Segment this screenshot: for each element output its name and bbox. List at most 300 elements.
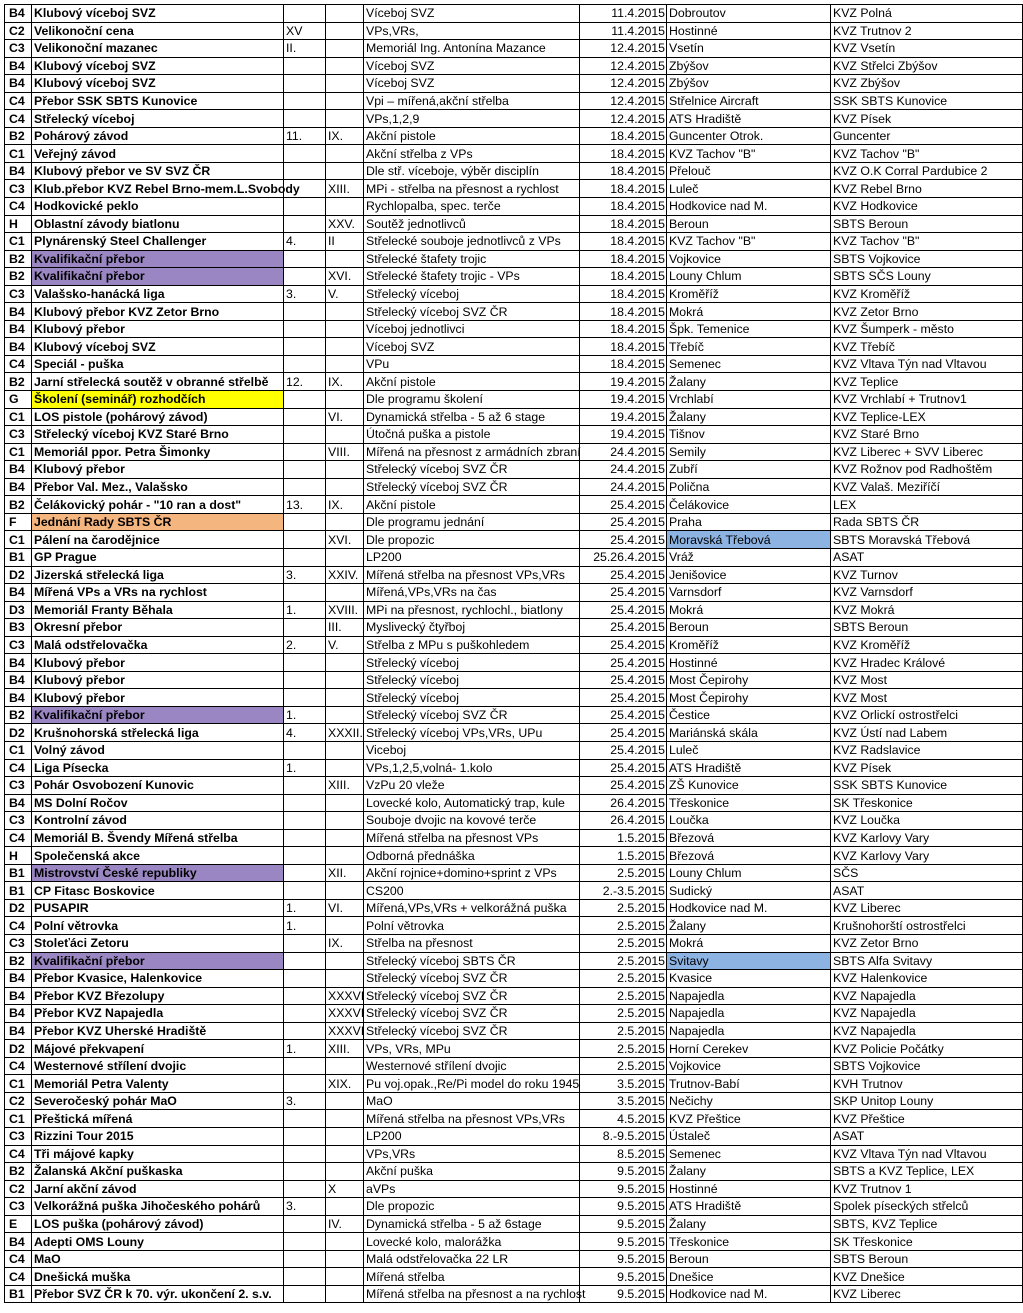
organizer-cell: KVZ Vltava Týn nad Vltavou xyxy=(831,1145,1023,1163)
date-cell: 1.5.2015 xyxy=(580,829,667,847)
organizer-cell: KVZ Hradec Králové xyxy=(831,654,1023,672)
year-cell xyxy=(326,847,364,865)
category-cell: B4 xyxy=(5,689,32,707)
table-row xyxy=(5,75,1023,93)
event-name-cell: Severočeský pohár MaO xyxy=(32,1092,284,1110)
round-cell: 11. xyxy=(284,127,326,145)
table-row xyxy=(5,303,1023,321)
event-name-cell: Klubový přebor KVZ Zetor Brno xyxy=(32,303,284,321)
discipline-cell: Střelecký víceboj SBTS ČR xyxy=(364,952,580,970)
event-name-cell: Kontrolní závod xyxy=(32,812,284,830)
organizer-cell: KVZ Valaš. Meziříčí xyxy=(831,478,1023,496)
discipline-cell: VPs,1,2,5,volná- 1.kolo xyxy=(364,759,580,777)
place-cell: ATS Hradiště xyxy=(667,110,831,128)
place-cell: Hodkovice nad M. xyxy=(667,899,831,917)
event-name-cell: Přebor SSK SBTS Kunovice xyxy=(32,92,284,110)
discipline-cell: Soutěž jednotlivců xyxy=(364,215,580,233)
discipline-cell: Polní větrovka xyxy=(364,917,580,935)
place-cell: Přelouč xyxy=(667,162,831,180)
year-cell xyxy=(326,22,364,40)
discipline-cell: Víceboj SVZ xyxy=(364,5,580,23)
table-row xyxy=(5,496,1023,514)
date-cell: 9.5.2015 xyxy=(580,1250,667,1268)
place-cell: Loučka xyxy=(667,812,831,830)
organizer-cell: ASAT xyxy=(831,548,1023,566)
discipline-cell: Mířená střelba na přesnost VPs xyxy=(364,829,580,847)
discipline-cell: MPi - střelba na přesnost a rychlost xyxy=(364,180,580,198)
round-cell xyxy=(284,847,326,865)
place-cell: Praha xyxy=(667,513,831,531)
table-row xyxy=(5,864,1023,882)
date-cell: 25.4.2015 xyxy=(580,531,667,549)
round-cell: 3. xyxy=(284,285,326,303)
event-name-cell: Klubový víceboj SVZ xyxy=(32,57,284,75)
organizer-cell: KVZ Kroměříž xyxy=(831,285,1023,303)
table-row xyxy=(5,987,1023,1005)
date-cell: 25.4.2015 xyxy=(580,759,667,777)
event-name-cell: Memoriál Franty Běhala xyxy=(32,601,284,619)
table-row xyxy=(5,829,1023,847)
year-cell xyxy=(326,829,364,847)
place-cell: Mokrá xyxy=(667,601,831,619)
table-row xyxy=(5,882,1023,900)
year-cell: VIII. xyxy=(326,443,364,461)
year-cell: V. xyxy=(326,285,364,303)
date-cell: 25.26.4.2015 xyxy=(580,548,667,566)
table-row xyxy=(5,1198,1023,1216)
organizer-cell: KVZ Most xyxy=(831,689,1023,707)
category-cell: C2 xyxy=(5,1092,32,1110)
organizer-cell: KVZ Zbýšov xyxy=(831,75,1023,93)
organizer-cell: KVZ Napajedla xyxy=(831,987,1023,1005)
category-cell: D3 xyxy=(5,601,32,619)
organizer-cell: KVZ Vltava Týn nad Vltavou xyxy=(831,355,1023,373)
year-cell xyxy=(326,162,364,180)
place-cell: Hodkovice nad M. xyxy=(667,1285,831,1303)
place-cell: Guncenter Otrok. xyxy=(667,127,831,145)
organizer-cell: KVZ Písek xyxy=(831,759,1023,777)
organizer-cell: ASAT xyxy=(831,1128,1023,1146)
organizer-cell: KVZ Vsetín xyxy=(831,40,1023,58)
place-cell: Zbýšov xyxy=(667,57,831,75)
discipline-cell: Mířená střelba xyxy=(364,1268,580,1286)
place-cell: Kvasice xyxy=(667,970,831,988)
table-row xyxy=(5,145,1023,163)
round-cell: 4. xyxy=(284,233,326,251)
organizer-cell: SBTS Vojkovice xyxy=(831,250,1023,268)
year-cell xyxy=(326,1268,364,1286)
year-cell: XXXVI xyxy=(326,987,364,1005)
category-cell: D2 xyxy=(5,1040,32,1058)
category-cell: C1 xyxy=(5,408,32,426)
category-cell: B4 xyxy=(5,338,32,356)
place-cell: Luleč xyxy=(667,741,831,759)
place-cell: Mokrá xyxy=(667,934,831,952)
place-cell: Most Čepirohy xyxy=(667,671,831,689)
category-cell: B2 xyxy=(5,373,32,391)
round-cell xyxy=(284,478,326,496)
organizer-cell: KVZ Vrchlabí + Trutnov1 xyxy=(831,391,1023,409)
organizer-cell: KVZ Hodkovice xyxy=(831,198,1023,216)
category-cell: C4 xyxy=(5,92,32,110)
year-cell xyxy=(326,355,364,373)
category-cell: B4 xyxy=(5,671,32,689)
discipline-cell: Útočná puška a pistole xyxy=(364,426,580,444)
place-cell: Hodkovice nad M. xyxy=(667,198,831,216)
date-cell: 3.5.2015 xyxy=(580,1092,667,1110)
event-name-cell: Stoleťáci Zetoru xyxy=(32,934,284,952)
year-cell xyxy=(326,5,364,23)
event-name-cell: Klubový přebor xyxy=(32,320,284,338)
organizer-cell: KVZ Rožnov pod Radhoštěm xyxy=(831,461,1023,479)
table-row xyxy=(5,285,1023,303)
date-cell: 18.4.2015 xyxy=(580,268,667,286)
discipline-cell: Odborná přednáška xyxy=(364,847,580,865)
date-cell: 18.4.2015 xyxy=(580,303,667,321)
discipline-cell: Střelecké štafety trojic - VPs xyxy=(364,268,580,286)
round-cell: 3. xyxy=(284,1092,326,1110)
table-row xyxy=(5,952,1023,970)
place-cell: Čelákovice xyxy=(667,496,831,514)
date-cell: 18.4.2015 xyxy=(580,198,667,216)
date-cell: 25.4.2015 xyxy=(580,777,667,795)
year-cell xyxy=(326,1057,364,1075)
date-cell: 25.4.2015 xyxy=(580,671,667,689)
table-row xyxy=(5,22,1023,40)
place-cell: Louny Chlum xyxy=(667,864,831,882)
round-cell xyxy=(284,5,326,23)
place-cell: Semenec xyxy=(667,1145,831,1163)
date-cell: 9.5.2015 xyxy=(580,1163,667,1181)
category-cell: C4 xyxy=(5,1250,32,1268)
discipline-cell: Lovecké kolo, Automatický trap, kule xyxy=(364,794,580,812)
category-cell: C4 xyxy=(5,198,32,216)
discipline-cell: Dle stř. víceboje, výběr disciplín xyxy=(364,162,580,180)
organizer-cell: KVZ Karlovy Vary xyxy=(831,829,1023,847)
year-cell: XIII. xyxy=(326,180,364,198)
table-row xyxy=(5,1005,1023,1023)
year-cell: XXXII. xyxy=(326,724,364,742)
category-cell: B1 xyxy=(5,548,32,566)
table-row xyxy=(5,92,1023,110)
place-cell: ZŠ Kunovice xyxy=(667,777,831,795)
place-cell: Louny Chlum xyxy=(667,268,831,286)
organizer-cell: KVZ Staré Brno xyxy=(831,426,1023,444)
date-cell: 8.5.2015 xyxy=(580,1145,667,1163)
discipline-cell: LP200 xyxy=(364,1128,580,1146)
category-cell: C3 xyxy=(5,1128,32,1146)
event-name-cell: Přebor SVZ ČR k 70. výr. ukončení 2. s.v. xyxy=(32,1285,284,1303)
year-cell: XVI. xyxy=(326,531,364,549)
event-name-cell: Pohár Osvobození Kunovic xyxy=(32,777,284,795)
round-cell xyxy=(284,1128,326,1146)
category-cell: B4 xyxy=(5,5,32,23)
year-cell xyxy=(326,250,364,268)
date-cell: 12.4.2015 xyxy=(580,57,667,75)
date-cell: 9.5.2015 xyxy=(580,1198,667,1216)
category-cell: C3 xyxy=(5,934,32,952)
event-name-cell: Liga Písecka xyxy=(32,759,284,777)
discipline-cell: Dle propozic xyxy=(364,531,580,549)
round-cell xyxy=(284,461,326,479)
table-row xyxy=(5,601,1023,619)
place-cell: Vojkovice xyxy=(667,1057,831,1075)
year-cell xyxy=(326,110,364,128)
place-cell: Dobroutov xyxy=(667,5,831,23)
table-row xyxy=(5,934,1023,952)
date-cell: 18.4.2015 xyxy=(580,127,667,145)
date-cell: 18.4.2015 xyxy=(580,320,667,338)
place-cell: Svitavy xyxy=(667,952,831,970)
event-name-cell: Kvalifikační přebor xyxy=(32,952,284,970)
date-cell: 2.5.2015 xyxy=(580,1022,667,1040)
event-name-cell: Okresní přebor xyxy=(32,619,284,637)
discipline-cell: Akční puška xyxy=(364,1163,580,1181)
place-cell: Hostinné xyxy=(667,1180,831,1198)
category-cell: C3 xyxy=(5,812,32,830)
place-cell: Moravská Třebová xyxy=(667,531,831,549)
date-cell: 1.5.2015 xyxy=(580,847,667,865)
category-cell: B4 xyxy=(5,461,32,479)
organizer-cell: KVZ Liberec + SVV Liberec xyxy=(831,443,1023,461)
round-cell xyxy=(284,198,326,216)
year-cell: IV. xyxy=(326,1215,364,1233)
event-name-cell: Jednání Rady SBTS ČR xyxy=(32,513,284,531)
event-name-cell: Memoriál B. Švendy Mířená střelba xyxy=(32,829,284,847)
round-cell xyxy=(284,355,326,373)
event-name-cell: Klub.přebor KVZ Rebel Brno-mem.L.Svobody xyxy=(32,180,284,198)
discipline-cell: Střelecký víceboj xyxy=(364,671,580,689)
event-name-cell: Memoriál ppor. Petra Šimonky xyxy=(32,443,284,461)
organizer-cell: SBTS, KVZ Teplice xyxy=(831,1215,1023,1233)
place-cell: Špk. Temenice xyxy=(667,320,831,338)
place-cell: Jenišovice xyxy=(667,566,831,584)
category-cell: E xyxy=(5,1215,32,1233)
organizer-cell: KVZ Napajedla xyxy=(831,1005,1023,1023)
round-cell xyxy=(284,250,326,268)
round-cell xyxy=(284,1215,326,1233)
discipline-cell: aVPs xyxy=(364,1180,580,1198)
round-cell xyxy=(284,812,326,830)
year-cell xyxy=(326,1250,364,1268)
date-cell: 25.4.2015 xyxy=(580,689,667,707)
organizer-cell: KVZ Policie Počátky xyxy=(831,1040,1023,1058)
table-row xyxy=(5,1215,1023,1233)
category-cell: C3 xyxy=(5,426,32,444)
category-cell: B2 xyxy=(5,952,32,970)
place-cell: ATS Hradiště xyxy=(667,759,831,777)
event-name-cell: Klubový přebor ve SV SVZ ČR xyxy=(32,162,284,180)
place-cell: KVZ Tachov "B" xyxy=(667,145,831,163)
place-cell: Žalany xyxy=(667,408,831,426)
round-cell: II. xyxy=(284,40,326,58)
place-cell: Napajedla xyxy=(667,987,831,1005)
round-cell xyxy=(284,1110,326,1128)
date-cell: 18.4.2015 xyxy=(580,285,667,303)
table-row xyxy=(5,57,1023,75)
category-cell: B4 xyxy=(5,794,32,812)
event-name-cell: Školení (seminář) rozhodčích xyxy=(32,391,284,409)
place-cell: Kroměříž xyxy=(667,285,831,303)
table-row xyxy=(5,671,1023,689)
discipline-cell: Akční střelba z VPs xyxy=(364,145,580,163)
place-cell: Žalany xyxy=(667,1163,831,1181)
place-cell: Třebíč xyxy=(667,338,831,356)
event-name-cell: Přeštická mířená xyxy=(32,1110,284,1128)
round-cell: 1. xyxy=(284,899,326,917)
event-name-cell: LOS pistole (pohárový závod) xyxy=(32,408,284,426)
event-name-cell: Dnešická muška xyxy=(32,1268,284,1286)
organizer-cell: KVZ Ústí nad Labem xyxy=(831,724,1023,742)
table-row xyxy=(5,1145,1023,1163)
table-row xyxy=(5,513,1023,531)
round-cell xyxy=(284,75,326,93)
round-cell xyxy=(284,408,326,426)
date-cell: 4.5.2015 xyxy=(580,1110,667,1128)
event-name-cell: Pálení na čarodějnice xyxy=(32,531,284,549)
discipline-cell: Rychlopalba, spec. terče xyxy=(364,198,580,216)
category-cell: B4 xyxy=(5,1022,32,1040)
category-cell: H xyxy=(5,215,32,233)
organizer-cell: KVZ Polná xyxy=(831,5,1023,23)
date-cell: 25.4.2015 xyxy=(580,513,667,531)
discipline-cell: Souboje dvojic na kovové terče xyxy=(364,812,580,830)
table-row xyxy=(5,338,1023,356)
event-name-cell: PUSAPIR xyxy=(32,899,284,917)
event-name-cell: Jizerská střelecká liga xyxy=(32,566,284,584)
category-cell: C1 xyxy=(5,145,32,163)
date-cell: 18.4.2015 xyxy=(580,355,667,373)
date-cell: 25.4.2015 xyxy=(580,741,667,759)
date-cell: 25.4.2015 xyxy=(580,496,667,514)
year-cell xyxy=(326,461,364,479)
place-cell: Žalany xyxy=(667,373,831,391)
round-cell xyxy=(284,1075,326,1093)
discipline-cell: Střelecký víceboj SVZ ČR xyxy=(364,478,580,496)
discipline-cell: Akční pistole xyxy=(364,496,580,514)
year-cell: XII. xyxy=(326,864,364,882)
year-cell xyxy=(326,1233,364,1251)
category-cell: C3 xyxy=(5,636,32,654)
discipline-cell: Dynamická střelba - 5 až 6 stage xyxy=(364,408,580,426)
discipline-cell: Střelecký víceboj SVZ ČR xyxy=(364,303,580,321)
event-name-cell: Rizzini Tour 2015 xyxy=(32,1128,284,1146)
event-name-cell: Klubový víceboj SVZ xyxy=(32,75,284,93)
place-cell: KVZ Přeštice xyxy=(667,1110,831,1128)
discipline-cell: Lovecké kolo, malorážka xyxy=(364,1233,580,1251)
category-cell: C4 xyxy=(5,917,32,935)
year-cell: XIII. xyxy=(326,1040,364,1058)
round-cell: 1. xyxy=(284,1040,326,1058)
organizer-cell: Rada SBTS ČR xyxy=(831,513,1023,531)
place-cell: Hostinné xyxy=(667,22,831,40)
table-row xyxy=(5,1268,1023,1286)
round-cell xyxy=(284,110,326,128)
place-cell: Žalany xyxy=(667,917,831,935)
round-cell xyxy=(284,303,326,321)
year-cell xyxy=(326,320,364,338)
place-cell: Beroun xyxy=(667,619,831,637)
round-cell: XV xyxy=(284,22,326,40)
discipline-cell: Víceboj SVZ xyxy=(364,338,580,356)
round-cell xyxy=(284,548,326,566)
place-cell: Tišnov xyxy=(667,426,831,444)
date-cell: 2.5.2015 xyxy=(580,1005,667,1023)
date-cell: 25.4.2015 xyxy=(580,724,667,742)
round-cell xyxy=(284,1022,326,1040)
year-cell: X xyxy=(326,1180,364,1198)
table-row xyxy=(5,741,1023,759)
event-name-cell: MaO xyxy=(32,1250,284,1268)
table-row xyxy=(5,180,1023,198)
round-cell xyxy=(284,426,326,444)
table-row xyxy=(5,373,1023,391)
year-cell: II xyxy=(326,233,364,251)
table-row xyxy=(5,5,1023,23)
date-cell: 18.4.2015 xyxy=(580,338,667,356)
round-cell xyxy=(284,952,326,970)
event-name-cell: Přebor KVZ Napajedla xyxy=(32,1005,284,1023)
event-name-cell: MS Dolní Ročov xyxy=(32,794,284,812)
organizer-cell: SBTS Vojkovice xyxy=(831,1057,1023,1075)
table-row xyxy=(5,566,1023,584)
table-row xyxy=(5,110,1023,128)
round-cell: 1. xyxy=(284,601,326,619)
event-name-cell: Westernové střílení dvojic xyxy=(32,1057,284,1075)
year-cell xyxy=(326,1145,364,1163)
year-cell: IX. xyxy=(326,127,364,145)
discipline-cell: Dle programu jednání xyxy=(364,513,580,531)
table-row xyxy=(5,531,1023,549)
event-name-cell: Klubový přebor xyxy=(32,461,284,479)
date-cell: 12.4.2015 xyxy=(580,40,667,58)
discipline-cell: Akční rojnice+domino+sprint z VPs xyxy=(364,864,580,882)
date-cell: 26.4.2015 xyxy=(580,794,667,812)
category-cell: C3 xyxy=(5,1198,32,1216)
category-cell: B2 xyxy=(5,127,32,145)
event-name-cell: Jarní akční závod xyxy=(32,1180,284,1198)
place-cell: Luleč xyxy=(667,180,831,198)
date-cell: 25.4.2015 xyxy=(580,654,667,672)
organizer-cell: KVZ Přeštice xyxy=(831,1110,1023,1128)
organizer-cell: Spolek píseckých střelců xyxy=(831,1198,1023,1216)
discipline-cell: Střelecký víceboj SVZ ČR xyxy=(364,706,580,724)
place-cell: Mariánská skála xyxy=(667,724,831,742)
table-row xyxy=(5,461,1023,479)
organizer-cell: KVZ Most xyxy=(831,671,1023,689)
event-name-cell: Klubový přebor xyxy=(32,689,284,707)
organizer-cell: KVZ Tachov "B" xyxy=(831,233,1023,251)
category-cell: B2 xyxy=(5,496,32,514)
date-cell: 19.4.2015 xyxy=(580,373,667,391)
category-cell: B1 xyxy=(5,882,32,900)
year-cell xyxy=(326,75,364,93)
organizer-cell: KVZ Zetor Brno xyxy=(831,303,1023,321)
organizer-cell: KVZ Teplice xyxy=(831,373,1023,391)
discipline-cell: MPi na přesnost, rychlochl., biatlony xyxy=(364,601,580,619)
round-cell: 13. xyxy=(284,496,326,514)
discipline-cell: LP200 xyxy=(364,548,580,566)
date-cell: 2.5.2015 xyxy=(580,934,667,952)
place-cell: Mokrá xyxy=(667,303,831,321)
discipline-cell: Střelecký víceboj xyxy=(364,285,580,303)
date-cell: 24.4.2015 xyxy=(580,478,667,496)
year-cell xyxy=(326,338,364,356)
discipline-cell: Mířená střelba na přesnost a na rychlost xyxy=(364,1285,580,1303)
round-cell: 1. xyxy=(284,917,326,935)
place-cell: Trutnov-Babí xyxy=(667,1075,831,1093)
discipline-cell: VPu xyxy=(364,355,580,373)
